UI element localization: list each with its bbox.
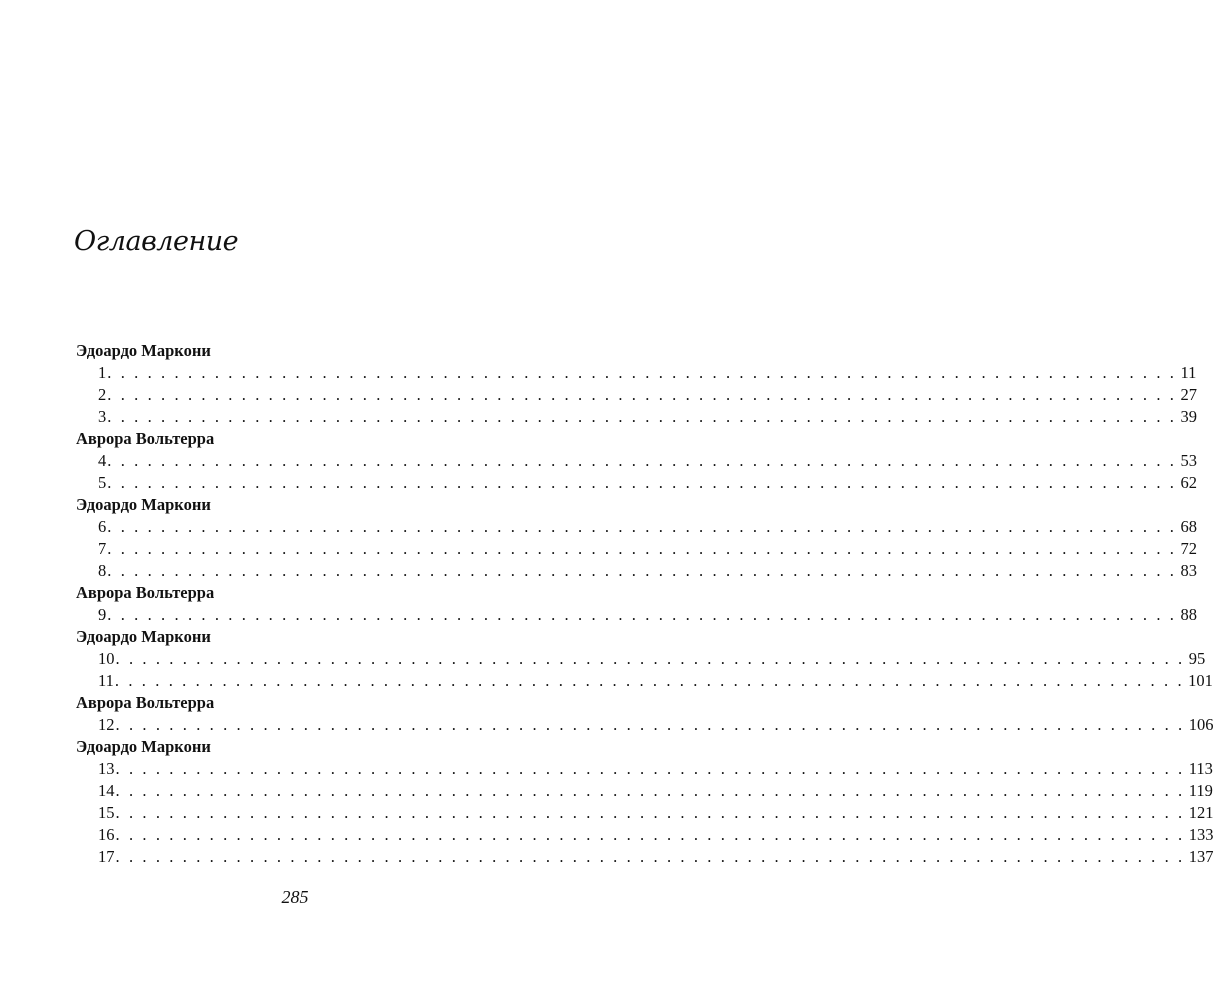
dot-leader: . . . . . . . . . . . . . . . . . . . . . . . . . . . . . . . . . . . . . . . . . . . . . . . . . . . . . . . . . . . . . . . . . . . . . . . . . . . . . . . . xyxy=(107,539,1177,558)
dot-leader: . . . . . . . . . . . . . . . . . . . . . . . . . . . . . . . . . . . . . . . . . . . . . . . . . . . . . . . . . . . . . . . . . . . . . . . . . . . . . . . . xyxy=(107,451,1177,470)
toc-entry[interactable] xyxy=(76,758,1213,780)
chapter-number: 2 xyxy=(98,385,107,404)
chapter-number: 1 xyxy=(98,363,107,382)
toc-author-heading: Эдоардо Маркони xyxy=(76,341,211,360)
chapter-page-number: 101 xyxy=(1188,671,1213,690)
toc-entry[interactable] xyxy=(76,780,1213,802)
toc-entry[interactable] xyxy=(76,384,1198,406)
toc-entry[interactable] xyxy=(76,824,1214,846)
chapter-page-number: 68 xyxy=(1180,517,1198,536)
chapter-number: 3 xyxy=(98,407,107,426)
toc-entry[interactable] xyxy=(76,362,1197,384)
chapter-page-number: 72 xyxy=(1180,539,1198,558)
chapter-page-number: 39 xyxy=(1180,407,1198,426)
dot-leader: . . . . . . . . . . . . . . . . . . . . . . . . . . . . . . . . . . . . . . . . . . . . . . . . . . . . . . . . . . . . . . . . . . . . . . . . . . . . . . . . xyxy=(115,781,1185,800)
chapter-number: 10 xyxy=(98,649,115,668)
toc-entry[interactable] xyxy=(76,516,1198,538)
toc-entry[interactable] xyxy=(76,714,1214,736)
toc-author-heading: Аврора Вольтерра xyxy=(76,583,215,602)
chapter-number: 11 xyxy=(98,671,114,690)
chapter-page-number: 83 xyxy=(1180,561,1198,580)
chapter-number: 9 xyxy=(98,605,107,624)
toc-heading: Оглавление xyxy=(74,226,239,257)
chapter-number: 15 xyxy=(98,803,115,822)
chapter-number: 6 xyxy=(98,517,107,536)
dot-leader: . . . . . . . . . . . . . . . . . . . . . . . . . . . . . . . . . . . . . . . . . . . . . . . . . . . . . . . . . . . . . . . . . . . . . . . . . . . . . . . . xyxy=(107,561,1177,580)
toc-author-heading: Эдоардо Маркони xyxy=(76,495,211,514)
dot-leader: . . . . . . . . . . . . . . . . . . . . . . . . . . . . . . . . . . . . . . . . . . . . . . . . . . . . . . . . . . . . . . . . . . . . . . . . . . . . . . . . xyxy=(115,803,1185,822)
table-of-contents xyxy=(76,340,1214,868)
chapter-page-number: 121 xyxy=(1188,803,1214,822)
chapter-page-number: 133 xyxy=(1188,825,1214,844)
toc-entry[interactable] xyxy=(76,670,1213,692)
toc-entry[interactable] xyxy=(76,450,1198,472)
toc-author-heading: Эдоардо Маркони xyxy=(76,627,211,646)
toc-entry[interactable] xyxy=(76,648,1206,670)
chapter-number: 8 xyxy=(98,561,107,580)
toc-author-heading: Аврора Вольтерра xyxy=(76,693,215,712)
toc-entry[interactable] xyxy=(76,846,1214,868)
page-number: 285 xyxy=(281,887,309,907)
chapter-page-number: 27 xyxy=(1180,385,1198,404)
chapter-page-number: 137 xyxy=(1188,847,1214,866)
chapter-page-number: 113 xyxy=(1188,759,1213,778)
chapter-page-number: 88 xyxy=(1180,605,1198,624)
chapter-number: 17 xyxy=(98,847,115,866)
dot-leader: . . . . . . . . . . . . . . . . . . . . . . . . . . . . . . . . . . . . . . . . . . . . . . . . . . . . . . . . . . . . . . . . . . . . . . . . . . . . . . . . xyxy=(115,759,1185,778)
dot-leader: . . . . . . . . . . . . . . . . . . . . . . . . . . . . . . . . . . . . . . . . . . . . . . . . . . . . . . . . . . . . . . . . . . . . . . . . . . . . . . . . xyxy=(107,605,1177,624)
chapter-page-number: 53 xyxy=(1180,451,1198,470)
chapter-number: 14 xyxy=(98,781,115,800)
toc-entry[interactable] xyxy=(76,604,1198,626)
dot-leader: . . . . . . . . . . . . . . . . . . . . . . . . . . . . . . . . . . . . . . . . . . . . . . . . . . . . . . . . . . . . . . . . . . . . . . . . . . . . . . . . xyxy=(115,715,1185,734)
chapter-number: 16 xyxy=(98,825,115,844)
dot-leader: . . . . . . . . . . . . . . . . . . . . . . . . . . . . . . . . . . . . . . . . . . . . . . . . . . . . . . . . . . . . . . . . . . . . . . . . . . . . . . . . xyxy=(107,363,1177,382)
chapter-number: 13 xyxy=(98,759,115,778)
chapter-page-number: 62 xyxy=(1180,473,1198,492)
dot-leader: . . . . . . . . . . . . . . . . . . . . . . . . . . . . . . . . . . . . . . . . . . . . . . . . . . . . . . . . . . . . . . . . . . . . . . . . . . . . . . . . xyxy=(114,671,1185,690)
dot-leader: . . . . . . . . . . . . . . . . . . . . . . . . . . . . . . . . . . . . . . . . . . . . . . . . . . . . . . . . . . . . . . . . . . . . . . . . . . . . . . . . xyxy=(107,473,1177,492)
toc-entry[interactable] xyxy=(76,472,1198,494)
chapter-page-number: 119 xyxy=(1188,781,1213,800)
chapter-number: 7 xyxy=(98,539,107,558)
dot-leader: . . . . . . . . . . . . . . . . . . . . . . . . . . . . . . . . . . . . . . . . . . . . . . . . . . . . . . . . . . . . . . . . . . . . . . . . . . . . . . . . xyxy=(107,407,1177,426)
dot-leader: . . . . . . . . . . . . . . . . . . . . . . . . . . . . . . . . . . . . . . . . . . . . . . . . . . . . . . . . . . . . . . . . . . . . . . . . . . . . . . . . xyxy=(115,847,1185,866)
chapter-page-number: 106 xyxy=(1188,715,1214,734)
chapter-page-number: 95 xyxy=(1188,649,1206,668)
toc-author-heading: Аврора Вольтерра xyxy=(76,429,215,448)
chapter-number: 4 xyxy=(98,451,107,470)
dot-leader: . . . . . . . . . . . . . . . . . . . . . . . . . . . . . . . . . . . . . . . . . . . . . . . . . . . . . . . . . . . . . . . . . . . . . . . . . . . . . . . . xyxy=(107,517,1177,536)
dot-leader: . . . . . . . . . . . . . . . . . . . . . . . . . . . . . . . . . . . . . . . . . . . . . . . . . . . . . . . . . . . . . . . . . . . . . . . . . . . . . . . . xyxy=(115,825,1185,844)
chapter-number: 12 xyxy=(98,715,115,734)
dot-leader: . . . . . . . . . . . . . . . . . . . . . . . . . . . . . . . . . . . . . . . . . . . . . . . . . . . . . . . . . . . . . . . . . . . . . . . . . . . . . . . . xyxy=(107,385,1177,404)
toc-entry[interactable] xyxy=(76,802,1214,824)
chapter-number: 5 xyxy=(98,473,107,492)
toc-entry[interactable] xyxy=(76,560,1198,582)
toc-author-heading: Эдоардо Маркони xyxy=(76,737,211,756)
toc-entry[interactable] xyxy=(76,538,1198,560)
dot-leader: . . . . . . . . . . . . . . . . . . . . . . . . . . . . . . . . . . . . . . . . . . . . . . . . . . . . . . . . . . . . . . . . . . . . . . . . . . . . . . . . xyxy=(115,649,1185,668)
toc-entry[interactable] xyxy=(76,406,1198,428)
chapter-page-number: 11 xyxy=(1180,363,1197,382)
